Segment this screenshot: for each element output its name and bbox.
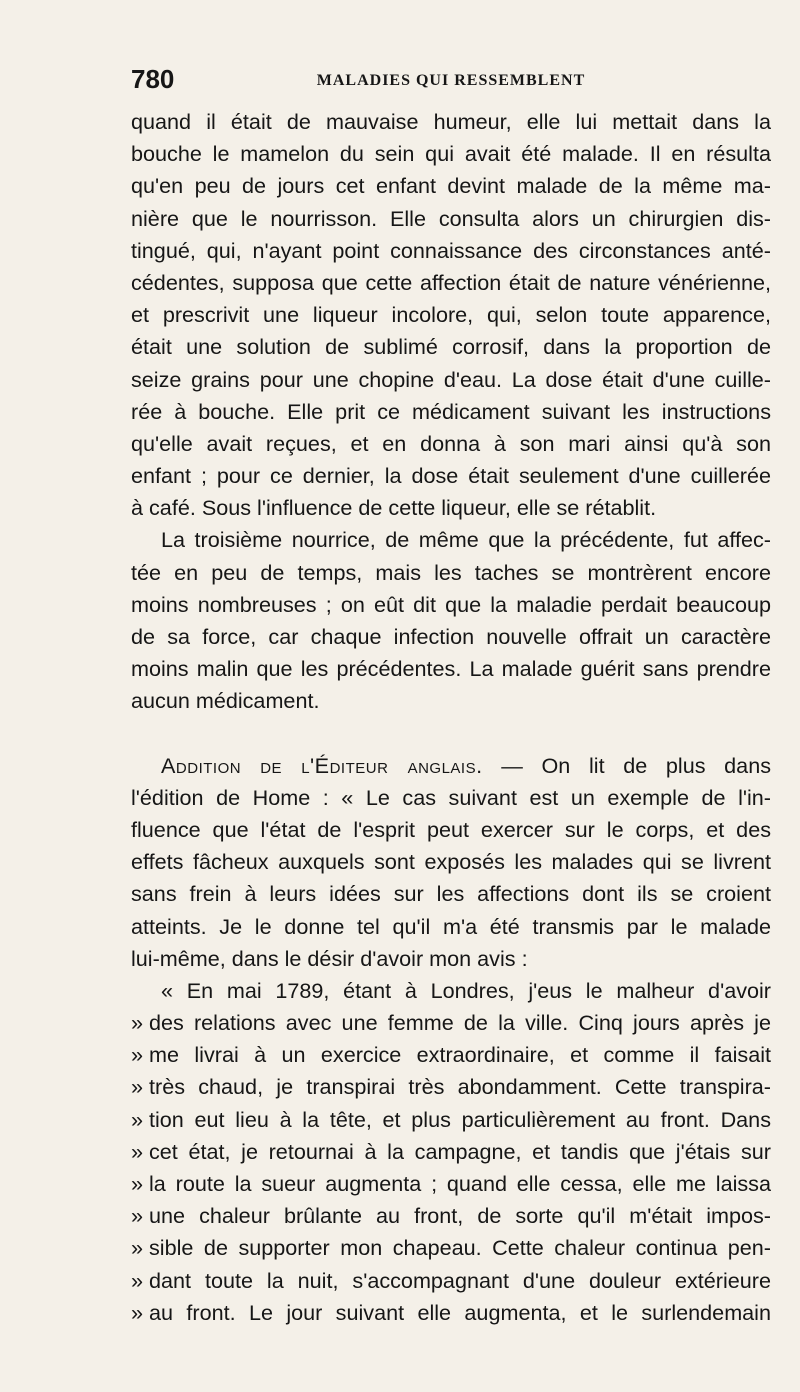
quoted-text: cet état, je retournai à la campagne, et tandis que j'étais sur [149,1138,771,1164]
quoted-text: une chaleur brûlante au front, de sorte qu'il m'était impos- [149,1203,771,1229]
page-header [131,64,771,94]
text-line: nière que le nourrisson. Elle consulta alors un chirurgien dis- [131,205,771,231]
text-line: atteints. Je le donne tel qu'il m'a été transmis par le malade [131,913,771,939]
text-line [131,1232,771,1264]
section-heading: Addition de l'Éditeur anglais. [161,752,483,778]
text-line: La troisième nourrice, de même que la précédente, fut affec- [161,527,771,553]
text-line: qu'en peu de jours cet enfant devint malade de la même ma- [131,173,771,199]
text-line: enfant ; pour ce dernier, la dose était seulement d'une cuillerée [131,463,771,489]
text-line: fluence que l'état de l'esprit peut exercer sur le corps, et des [131,816,771,842]
quote-mark: » [131,1074,144,1100]
quote-mark: » [131,1010,144,1036]
text-line: de sa force, car chaque infection nouvelle offrait un caractère [131,624,771,649]
text-line: sans frein à leurs idées sur les affections dont ils se croient [131,881,771,907]
text-line [131,1104,771,1136]
quote-mark: » [131,1138,144,1164]
quoted-text: tion eut lieu à la tête, et plus particulièrement au front. Dans [149,1106,771,1132]
text-line [131,1297,771,1329]
quoted-text: sible de supporter mon chapeau. Cette chaleur continua pen- [149,1235,771,1261]
quoted-text: la route la sueur augmenta ; quand elle cessa, elle me laissa [149,1171,771,1196]
text-line: et prescrivit une liqueur incolore, qui, selon toute apparence, [131,302,771,328]
text-line: moins malin que les précédentes. La malade guérit sans prendre [131,656,771,682]
text-line: lui-même, dans le désir d'avoir mon avis : [131,945,528,971]
text-line: tée en peu de temps, mais les taches se montrèrent encore [131,559,771,585]
text-line [131,1071,771,1103]
page-number: 780 [131,64,175,94]
quote-mark: » [131,1203,144,1229]
text-line: qu'elle avait reçues, et en donna à son mari ainsi qu'à son [131,430,771,456]
text-line: était une solution de sublimé corrosif, dans la proportion de [131,334,771,360]
text-line [131,1007,771,1039]
quote-mark: » [131,1106,144,1132]
body-text [131,106,771,1329]
paragraph-gap [131,718,771,750]
quote-mark: » [131,1235,144,1261]
quote-mark: » [131,1299,144,1325]
text-line: effets fâcheux auxquels sont exposés les malades qui se livrent [131,849,771,875]
quote-mark: » [131,1171,144,1196]
text-line: rée à bouche. Elle prit ce médicament suivant les instructions [131,398,771,424]
text-line: cédentes, supposa que cette affection était de nature vénérienne, [131,269,771,295]
text-line: seize grains pour une chopine d'eau. La dose était d'une cuille- [131,366,771,392]
quote-mark: » [131,1042,144,1068]
quoted-text: très chaud, je transpirai très abondamment. Cette transpira- [149,1074,771,1100]
quote-mark: » [131,1267,144,1293]
text-line: aucun médicament. [131,688,320,714]
text-line [131,1200,771,1232]
quoted-text: au front. Le jour suivant elle augmenta, et le surlendemain [149,1299,771,1325]
text-line [131,1039,771,1071]
text-line [131,1136,771,1168]
text-line: l'édition de Home : « Le cas suivant est un exemple de l'in- [131,784,771,810]
text-line: tingué, qui, n'ayant point connaissance des circonstances anté- [131,237,771,263]
text-line: quand il était de mauvaise humeur, elle lui mettait dans la [131,109,771,134]
text-line: à café. Sous l'influence de cette liqueur, elle se rétablit. [131,495,657,521]
quoted-text: me livrai à un exercice extraordinaire, et comme il faisait [149,1042,771,1068]
quoted-text: dant toute la nuit, s'accompagnant d'une douleur extérieure [149,1267,771,1293]
text-line: moins nombreuses ; on eût dit que la maladie perdait beaucoup [131,591,771,617]
text-line: bouche le mamelon du sein qui avait été malade. Il en résulta [131,141,771,167]
text-line: « En mai 1789, étant à Londres, j'eus le malheur d'avoir [161,977,771,1003]
text-line [131,1265,771,1297]
text-line [131,750,771,782]
running-head: MALADIES QUI RESSEMBLENT [316,72,586,89]
quoted-text: des relations avec une femme de la ville. Cinq jours après je [149,1010,771,1036]
heading-continuation: — On lit de plus dans [482,752,771,778]
text-line [131,1168,771,1200]
